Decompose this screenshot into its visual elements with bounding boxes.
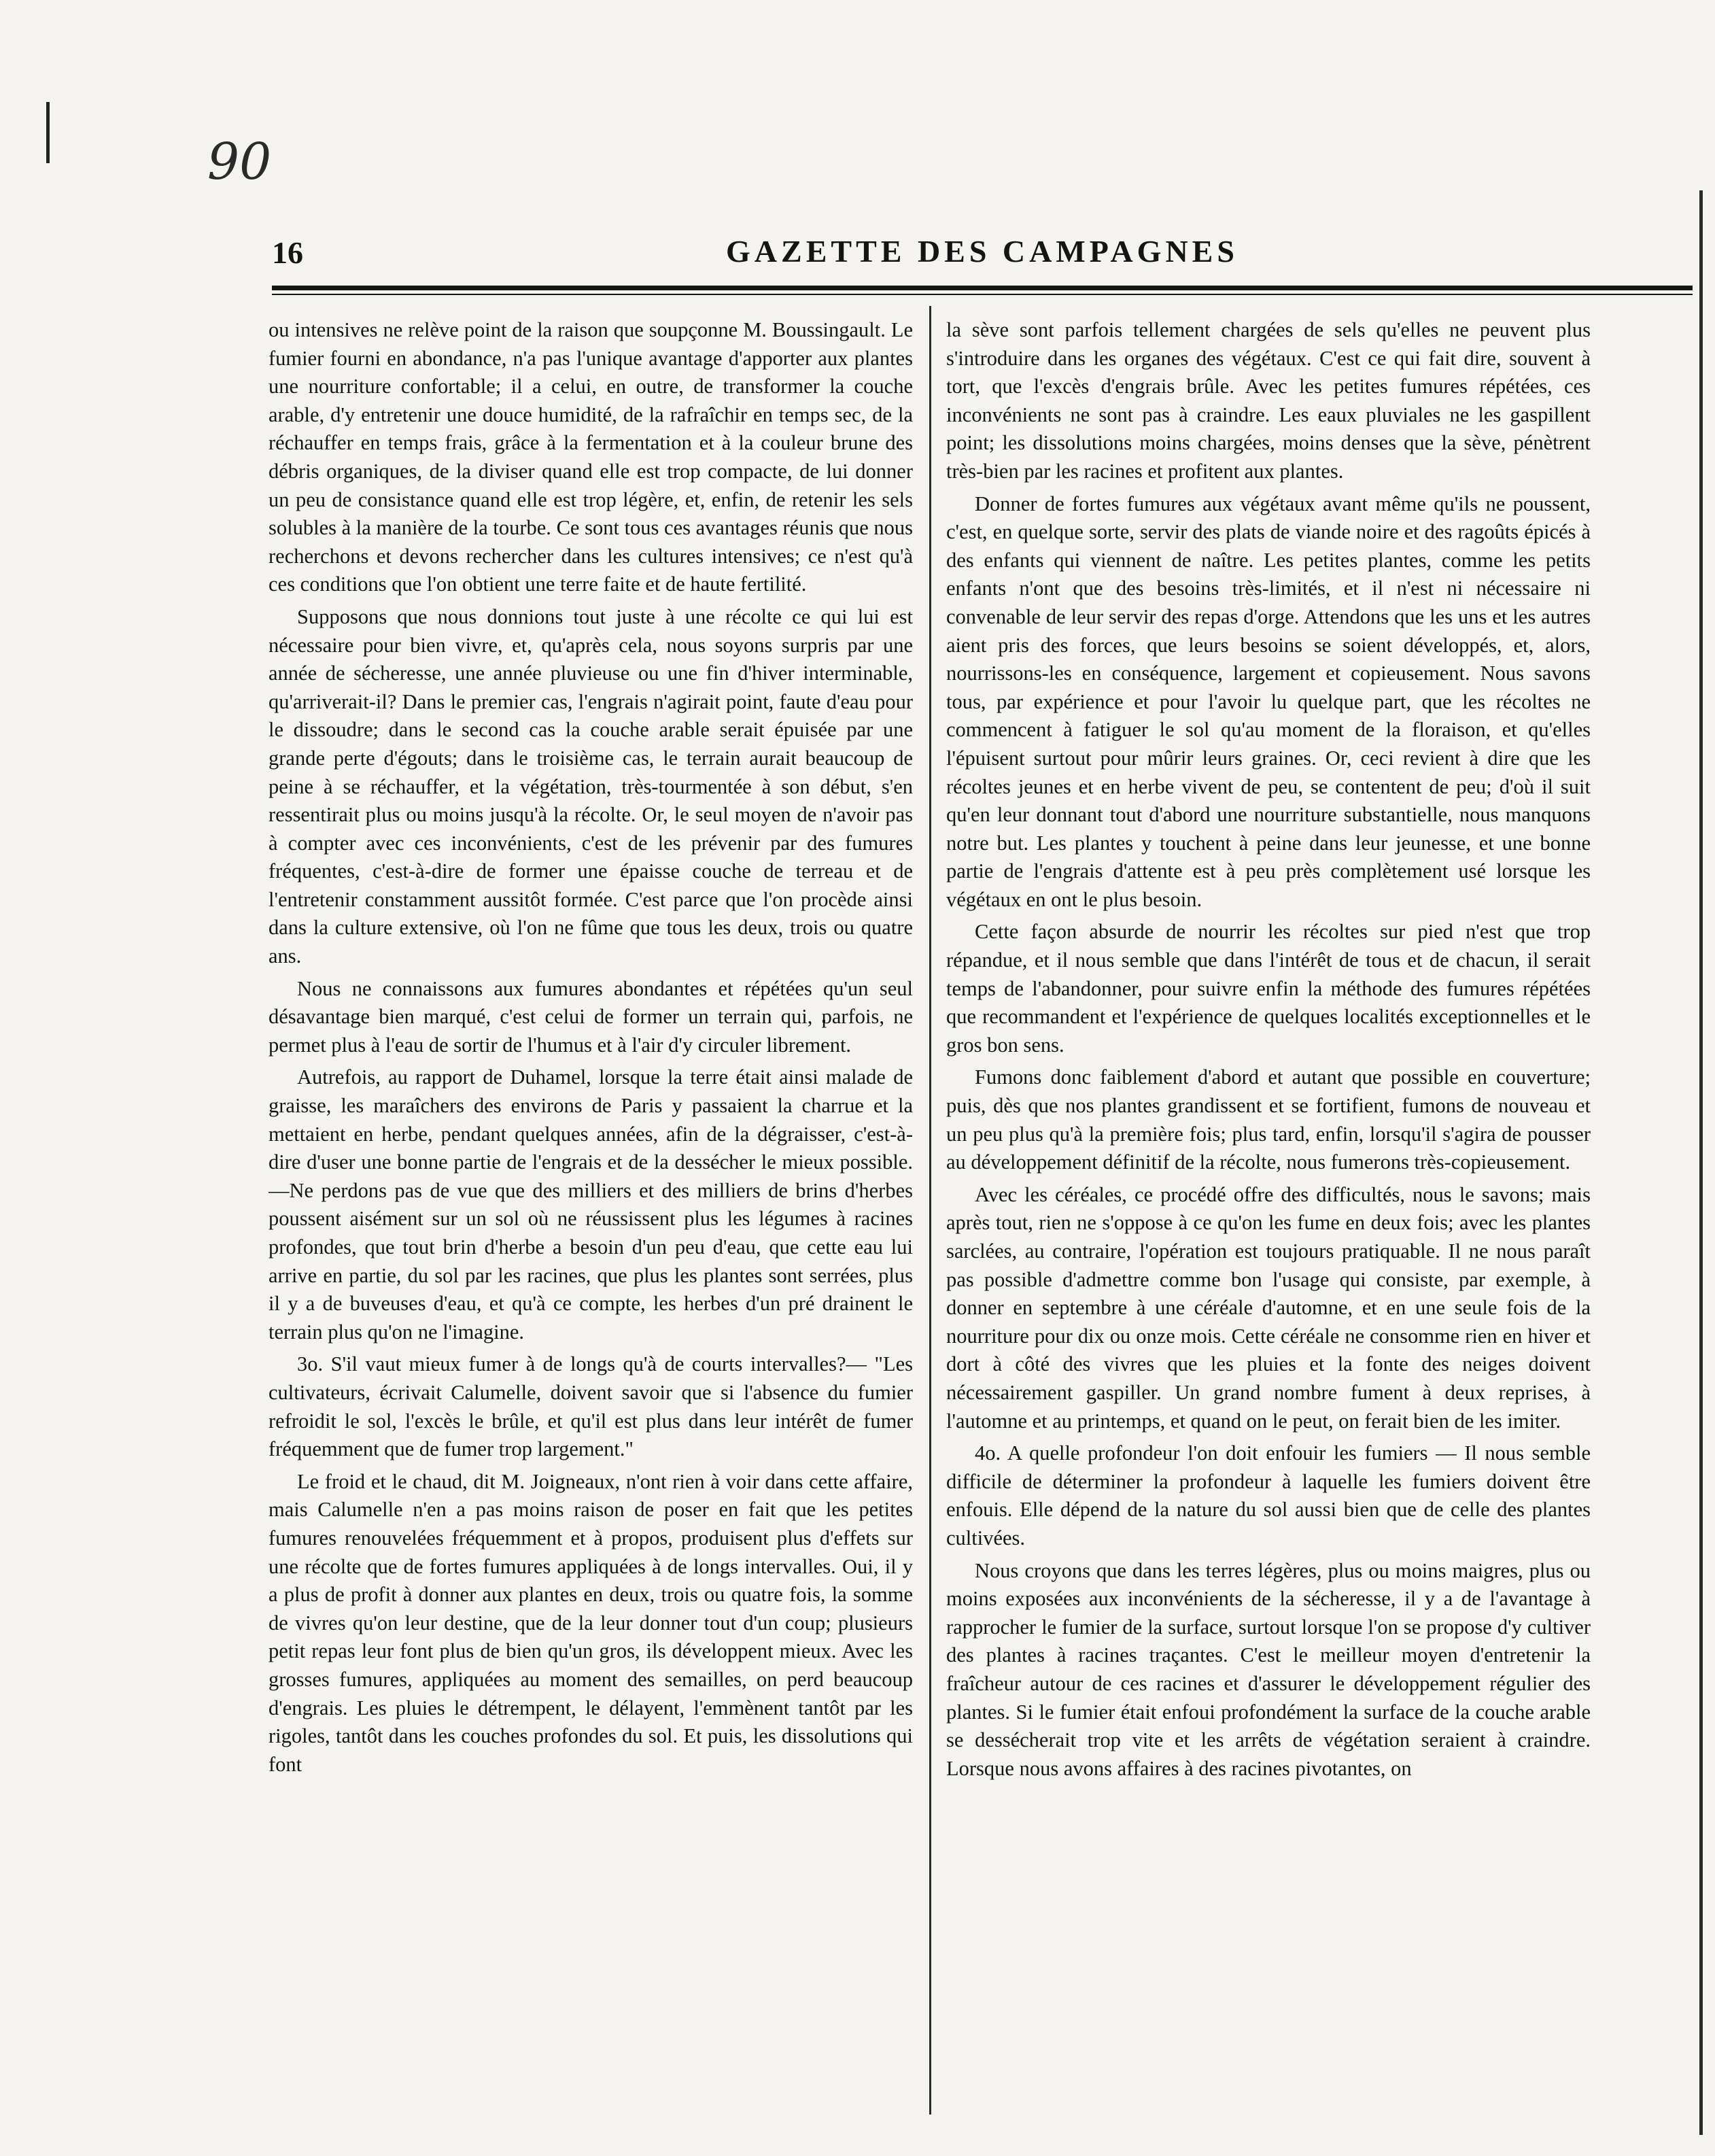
page-edge-shadow — [1699, 190, 1703, 2135]
left-column — [268, 316, 913, 2104]
paragraph: ou intensives ne relève point de la raison que soupçonne M. Boussingault. Le fumier fourni en abondance, n'a pas l'unique avantage d'apporter aux plantes une nourriture confortable; il a celui, en outre, de transformer la couche arable, d'y entretenir une douce humidité, de la rafraîchir en temps sec, de la réchauffer en temps frais, grâce à la fermentation et à la couleur brune des débris organiques, de la diviser quand elle est trop compacte, de lui donner un peu de consistance quand elle est trop légère, et, enfin, de retenir les sels solubles à la manière de la tourbe. Ce sont tous ces avantages réunis que nous recherchons et devons rechercher dans les cultures intensives; ce n'est qu'à ces conditions que l'on obtient une terre faite et de haute fertilité. — [268, 318, 913, 596]
section-heading-paragraph: 4o. A quelle profondeur l'on doit enfouir les fumiers — Il nous semble difficile de déterminer la profondeur à laquelle les fumiers doivent être enfouis. Elle dépend de la nature du sol aussi bien que de celle des plantes cultivées. — [946, 1441, 1591, 1550]
header-rule — [272, 286, 1693, 290]
paragraph: la sève sont parfois tellement chargées de sels qu'elles ne peuvent plus s'introduire dans les organes des végétaux. C'est ce qui fait dire, souvent à tort, que l'excès d'engrais brûle. Avec les petites fumures répétées, ces inconvénients ne sont pas à craindre. Les eaux pluviales ne les gaspillent point; les dissolutions moins chargées, moins denses que la sève, pénètrent très-bien par les racines et profitent aux plantes. — [946, 318, 1591, 483]
paragraph: Autrefois, au rapport de Duhamel, lorsque la terre était ainsi malade de graisse, les maraîchers des environs de Paris y passaient la charrue et la mettaient en herbe, pendant quelques années, afin de la dégraisser, c'est-à-dire d'user une bonne partie de l'engrais et de la dessécher le mieux possible.—Ne perdons pas de vue que des milliers et des milliers de brins d'herbes poussent aisément sur un sol où ne réussissent plus les légumes à racines profondes, que tout brin d'herbe a besoin d'un peu d'eau, que cette eau lui arrive en partie, du sol par les racines, que plus les plantes sont serrées, plus il y a de buveuses d'eau, et qu'à ce compte, les herbes d'un pré drainent le terrain plus qu'on ne l'imagine. — [268, 1065, 913, 1344]
header-rule-thin — [272, 294, 1693, 295]
paragraph: Donner de fortes fumures aux végétaux avant même qu'ils ne poussent, c'est, en quelque sorte, servir des plats de viande noire et des ragoûts épicés à des enfants qui viennent de naître. Les petites plantes, comme les petits enfants n'ont que des besoins très-limités, et il n'est ni nécessaire ni convenable de leur servir des repas d'orge. Attendons que les uns et les autres aient pris des forces, que leurs besoins se soient développés, et, alors, nourrissons-les en conséquence, largement et copieusement. Nous savons tous, par expérience et pour l'avoir lu quelque part, que les récoltes ne commencent à fatiguer le sol qu'au moment de la floraison, et qu'elles l'épuisent surtout pour mûrir leurs graines. Or, ceci revient à dire que les récoltes jeunes et en herbe vivent de peu, se contentent de peu; d'où il suit qu'en leur donnant tout d'abord une nourriture substantielle, nous manquons notre but. Les plantes y touchent à peine dans leur jeunesse, et une bonne partie de l'engrais d'attente est à peu près complètement usé lorsque les végétaux en ont le plus besoin. — [946, 492, 1591, 911]
paragraph: Supposons que nous donnions tout juste à une récolte ce qui lui est nécessaire pour bien vivre, et, qu'après cela, nous soyons surpris par une année de sécheresse, une année pluvieuse ou une fin d'hiver interminable, qu'arriverait-il? Dans le premier cas, l'engrais n'agirait point, faute d'eau pour le dissoudre; dans le second cas la couche arable serait épuisée par une grande perte d'égouts; dans le troisième cas, le terrain aurait beaucoup de peine à se réchauffer, et la végétation, très-tourmentée à son début, s'en ressentirait plus ou moins jusqu'à la récolte. Or, le seul moyen de n'avoir pas à compter avec ces inconvénients, c'est de les prévenir par des fumures fréquentes, c'est-à-dire de former une épaisse couche de terreau et de l'entretenir constamment aussitôt formée. C'est parce que l'on procède ainsi dans la culture extensive, où l'on ne fûme que tous les deux, trois ou quatre ans. — [268, 604, 913, 968]
margin-mark — [46, 102, 50, 163]
paragraph: Nous ne connaissons aux fumures abondantes et répétées qu'un seul désavantage bien marqué, c'est celui de former un terrain qui, parfois, ne permet plus à l'eau de sortir de l'humus et à l'air d'y circuler librement. — [268, 976, 913, 1057]
paragraph: Avec les céréales, ce procédé offre des difficultés, nous le savons; mais après tout, rien ne s'oppose à ce qu'on les fume en deux fois; avec les plantes sarclées, au contraire, l'opération est toujours pratiquable. Il ne nous paraît pas possible d'admettre comme bon l'usage qui consiste, par exemple, à donner en septembre à une céréale d'automne, et en une seule fois de la nourriture pour dix ou onze mois. Cette céréale ne consomme rien en hiver et dort à côté des vivres que les pluies et la fonte des neiges doivent nécessairement gaspiller. Un grand nombre fument à deux reprises, à l'automne et au printemps, et quand on le peut, on ferait bien de les imiter. — [946, 1182, 1591, 1433]
page-number: 16 — [272, 235, 303, 270]
column-divider — [929, 306, 931, 2115]
handwritten-page-number: 90 — [207, 133, 272, 191]
paragraph: Fumons donc faiblement d'abord et autant que possible en couverture; puis, dès que nos plantes grandissent et se fortifient, fumons de nouveau et un peu plus qu'à la première fois; plus tard, enfin, lorsqu'il s'agira de pousser au développement définitif de la récolte, nous fumerons très-copieusement. — [946, 1065, 1591, 1174]
paragraph: Nous croyons que dans les terres légères, plus ou moins maigres, plus ou moins exposées aux inconvénients de la sécheresse, il y a de l'avantage à rapprocher le fumier de la surface, surtout lorsque l'on se propose d'y cultiver des plantes à racines traçantes. C'est le meilleur moyen d'entretenir la fraîcheur autour de ces racines et d'assurer le développement régulier des plantes. Si le fumier était enfoui profondément la surface de la couche arable se dessécherait trop vite et les arrêts de végétation seraient à craindre. Lorsque nous avons affaires à des racines pivotantes, on — [946, 1558, 1591, 1780]
section-heading-paragraph: 3o. S'il vaut mieux fumer à de longs qu'à de courts intervalles?— "Les cultivateurs, écrivait Calumelle, doivent savoir que si l'absence du fumier refroidit le sol, l'excès le brûle, et qu'il est plus dans leur intérêt de fumer fréquemment que de fumer trop largement." — [268, 1352, 913, 1461]
running-title: GAZETTE DES CAMPAGNES — [726, 234, 1238, 269]
page-header — [272, 228, 1693, 289]
right-column — [946, 316, 1591, 2104]
paragraph: Le froid et le chaud, dit M. Joigneaux, n'ont rien à voir dans cette affaire, mais Calumelle n'en a pas moins raison de poser en fait que les petites fumures renouvelées fréquemment et à propos, produisent plus d'effets sur une récolte que de fortes fumures appliquées à de longs intervalles. Oui, il y a plus de profit à donner aux plantes en deux, trois ou quatre fois, la somme de vivres qu'on leur destine, que de la leur donner tout d'un coup; plusieurs petit repas leur font plus de bien qu'un gros, ils développent mieux. Avec les grosses fumures, appliquées au moment des semailles, on perd beaucoup d'engrais. Les pluies le détrempent, le délayent, l'emmènent tantôt par les rigoles, tantôt dans les couches profondes du sol. Et puis, les dissolutions qui font — [268, 1469, 913, 1776]
paragraph: Cette façon absurde de nourrir les récoltes sur pied n'est que trop répandue, et il nous semble que dans l'intérêt de tous et de chacun, il serait temps de l'abandonner, pour suivre enfin la méthode des fumures répétées que recommandent et l'expérience de quelques localités exceptionnelles et le gros bon sens. — [946, 920, 1591, 1057]
